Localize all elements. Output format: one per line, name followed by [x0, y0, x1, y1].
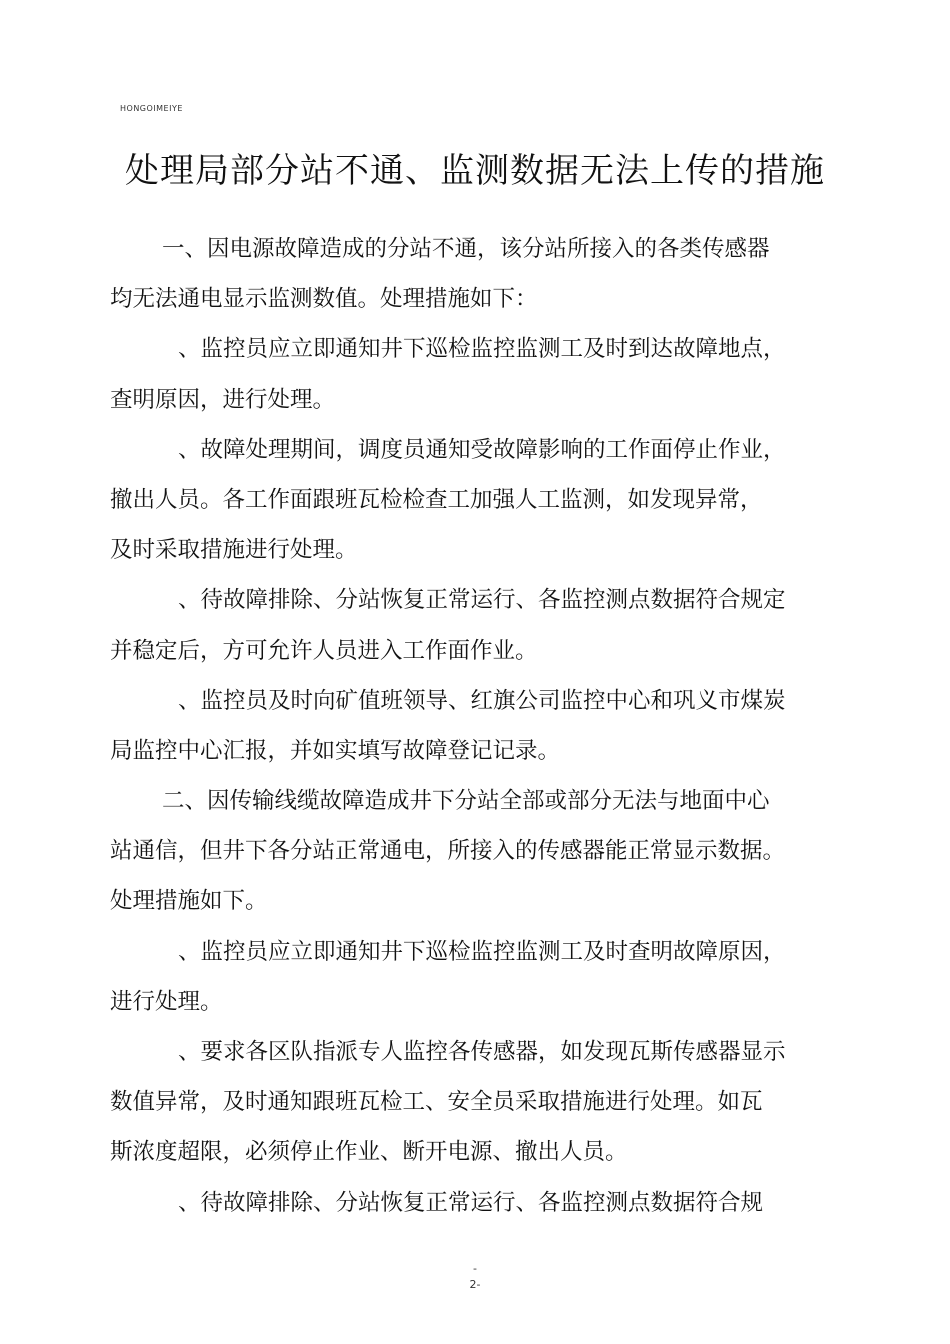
paragraph-line: 、待故障排除、分站恢复正常运行、各监控测点数据符合规定 [178, 587, 786, 614]
paragraph-line: 撤出人员。各工作面跟班瓦检检查工加强人工监测，如发现异常， [110, 486, 763, 513]
paragraph-line: 、故障处理期间，调度员通知受故障影响的工作面停止作业， [178, 436, 786, 463]
paragraph-line: 进行处理。 [110, 988, 223, 1015]
paragraph-line: 查明原因，进行处理。 [110, 386, 336, 413]
paragraph-line: 并稳定后，方可允许人员进入工作面作业。 [110, 637, 538, 664]
footer-dash: - [473, 1262, 477, 1275]
paragraph-line: 站通信，但井下各分站正常通电，所接入的传感器能正常显示数据。 [110, 838, 786, 865]
page-number: 2- [469, 1278, 481, 1291]
paragraph-line: 均无法通电显示监测数值。处理措施如下： [110, 286, 538, 313]
running-header: HONGOIMEIYE [120, 104, 183, 113]
paragraph-line: 数值异常，及时通知跟班瓦检工、安全员采取措施进行处理。如瓦 [110, 1089, 763, 1116]
paragraph-line: 一、因电源故障造成的分站不通，该分站所接入的各类传感器 [162, 236, 770, 262]
document-body [110, 224, 870, 1228]
paragraph-line: 、监控员应立即通知井下巡检监控监测工及时查明故障原因， [178, 938, 786, 965]
document-title: 处理局部分站不通、监测数据无法上传的措施 [125, 151, 825, 191]
paragraph-line: 、待故障排除、分站恢复正常运行、各监控测点数据符合规 [178, 1189, 764, 1216]
paragraph-line: 局监控中心汇报，并如实填写故障登记记录。 [110, 737, 561, 764]
paragraph-line: 及时采取措施进行处理。 [110, 537, 358, 564]
paragraph-line: 、监控员及时向矿值班领导、红旗公司监控中心和巩义市煤炭 [178, 687, 786, 714]
paragraph-line: 处理措施如下。 [110, 888, 268, 915]
paragraph-line: 、监控员应立即通知井下巡检监控监测工及时到达故障地点， [178, 336, 786, 363]
paragraph-line: 二、因传输线缆故障造成井下分站全部或部分无法与地面中心 [162, 788, 770, 815]
paragraph-line: 斯浓度超限，必须停止作业、断开电源、撤出人员。 [110, 1139, 628, 1166]
paragraph-line: 、要求各区队指派专人监控各传感器，如发现瓦斯传感器显示 [178, 1039, 786, 1065]
